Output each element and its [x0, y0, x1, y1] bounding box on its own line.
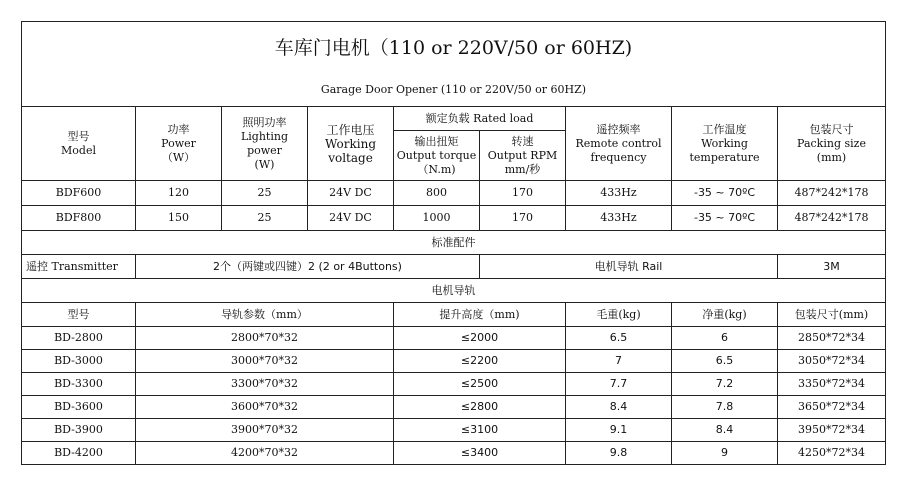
table-row	[22, 373, 886, 396]
rail-label: 电机导轨 Rail	[480, 255, 778, 279]
rail-value: 3M	[778, 255, 886, 279]
table-row	[22, 327, 886, 350]
accessories-section-title: 标准配件	[22, 231, 886, 255]
cell-model: BDF800	[22, 206, 136, 231]
cell-speed: 170	[480, 181, 566, 206]
cell-voltage: 24V DC	[308, 206, 394, 231]
cell-rail-model: BD-2800	[22, 327, 136, 350]
page-title: 车库门电机（110 or 220V/50 or 60HZ)	[22, 22, 886, 75]
cell-rail-params: 3300*70*32	[136, 373, 394, 396]
table-row	[22, 350, 886, 373]
cell-rail-model: BD-3900	[22, 419, 136, 442]
table-row	[22, 419, 886, 442]
header-remote-frequency: 遥控频率 Remote control frequency	[566, 107, 672, 181]
transmitter-value: 2个（两键或四键）2 (2 or 4Buttons)	[136, 255, 480, 279]
accessories-row	[22, 255, 886, 279]
cell-frequency: 433Hz	[566, 181, 672, 206]
cell-rail-model: BD-3300	[22, 373, 136, 396]
table-row	[22, 181, 886, 206]
header-output-torque: 输出扭矩 Output torque （N.m)	[394, 131, 480, 181]
cell-rail-lift: ≤2500	[394, 373, 566, 396]
transmitter-label: 遥控 Transmitter	[22, 255, 136, 279]
cell-speed: 170	[480, 206, 566, 231]
cell-rail-lift: ≤2000	[394, 327, 566, 350]
cell-rail-gross: 8.4	[566, 396, 672, 419]
cell-rail-pack: 3050*72*34	[778, 350, 886, 373]
cell-frequency: 433Hz	[566, 206, 672, 231]
rail-header-pack: 包装尺寸(mm)	[778, 303, 886, 327]
cell-rail-params: 2800*70*32	[136, 327, 394, 350]
cell-packing-size: 487*242*178	[778, 206, 886, 231]
cell-rail-net: 6	[672, 327, 778, 350]
cell-rail-gross: 6.5	[566, 327, 672, 350]
header-packing-size: 包装尺寸 Packing size (mm)	[778, 107, 886, 181]
rail-header-row	[22, 303, 886, 327]
cell-rail-lift: ≤2800	[394, 396, 566, 419]
header-rated-load: 额定负载 Rated load	[394, 107, 566, 131]
rail-header-params: 导轨参数（mm）	[136, 303, 394, 327]
cell-rail-net: 8.4	[672, 419, 778, 442]
cell-voltage: 24V DC	[308, 181, 394, 206]
cell-rail-net: 9	[672, 442, 778, 465]
cell-rail-params: 3600*70*32	[136, 396, 394, 419]
cell-rail-lift: ≤2200	[394, 350, 566, 373]
table-row	[22, 442, 886, 465]
cell-temperature: -35 ~ 70ºC	[672, 181, 778, 206]
table-row	[22, 206, 886, 231]
cell-rail-pack: 3350*72*34	[778, 373, 886, 396]
cell-model: BDF600	[22, 181, 136, 206]
cell-rail-gross: 9.8	[566, 442, 672, 465]
spec-table	[21, 21, 886, 465]
cell-temperature: -35 ~ 70ºC	[672, 206, 778, 231]
cell-rail-net: 7.8	[672, 396, 778, 419]
cell-rail-pack: 3950*72*34	[778, 419, 886, 442]
header-output-rpm: 转速 Output RPM mm/秒	[480, 131, 566, 181]
cell-rail-net: 7.2	[672, 373, 778, 396]
header-working-temperature: 工作温度 Working temperature	[672, 107, 778, 181]
rail-section-title: 电机导轨	[22, 279, 886, 303]
header-working-voltage: 工作电压 Working voltage	[308, 107, 394, 181]
cell-packing-size: 487*242*178	[778, 181, 886, 206]
cell-power: 120	[136, 181, 222, 206]
header-model: 型号 Model	[22, 107, 136, 181]
cell-rail-gross: 9.1	[566, 419, 672, 442]
cell-lighting-power: 25	[222, 181, 308, 206]
cell-rail-params: 4200*70*32	[136, 442, 394, 465]
header-lighting-power: 照明功率 Lighting power (W)	[222, 107, 308, 181]
cell-rail-gross: 7	[566, 350, 672, 373]
cell-rail-model: BD-3000	[22, 350, 136, 373]
cell-torque: 800	[394, 181, 480, 206]
rail-header-net: 净重(kg)	[672, 303, 778, 327]
cell-rail-pack: 2850*72*34	[778, 327, 886, 350]
rail-header-gross: 毛重(kg)	[566, 303, 672, 327]
cell-rail-params: 3900*70*32	[136, 419, 394, 442]
cell-lighting-power: 25	[222, 206, 308, 231]
cell-power: 150	[136, 206, 222, 231]
cell-rail-pack: 3650*72*34	[778, 396, 886, 419]
cell-rail-params: 3000*70*32	[136, 350, 394, 373]
cell-rail-lift: ≤3400	[394, 442, 566, 465]
rail-header-lift: 提升高度（mm)	[394, 303, 566, 327]
cell-rail-net: 6.5	[672, 350, 778, 373]
cell-torque: 1000	[394, 206, 480, 231]
header-power: 功率 Power （W）	[136, 107, 222, 181]
rail-header-model: 型号	[22, 303, 136, 327]
cell-rail-lift: ≤3100	[394, 419, 566, 442]
page-subtitle: Garage Door Opener (110 or 220V/50 or 60HZ)	[22, 74, 886, 107]
cell-rail-model: BD-3600	[22, 396, 136, 419]
cell-rail-model: BD-4200	[22, 442, 136, 465]
spec-sheet	[21, 21, 885, 465]
cell-rail-gross: 7.7	[566, 373, 672, 396]
cell-rail-pack: 4250*72*34	[778, 442, 886, 465]
table-row	[22, 396, 886, 419]
